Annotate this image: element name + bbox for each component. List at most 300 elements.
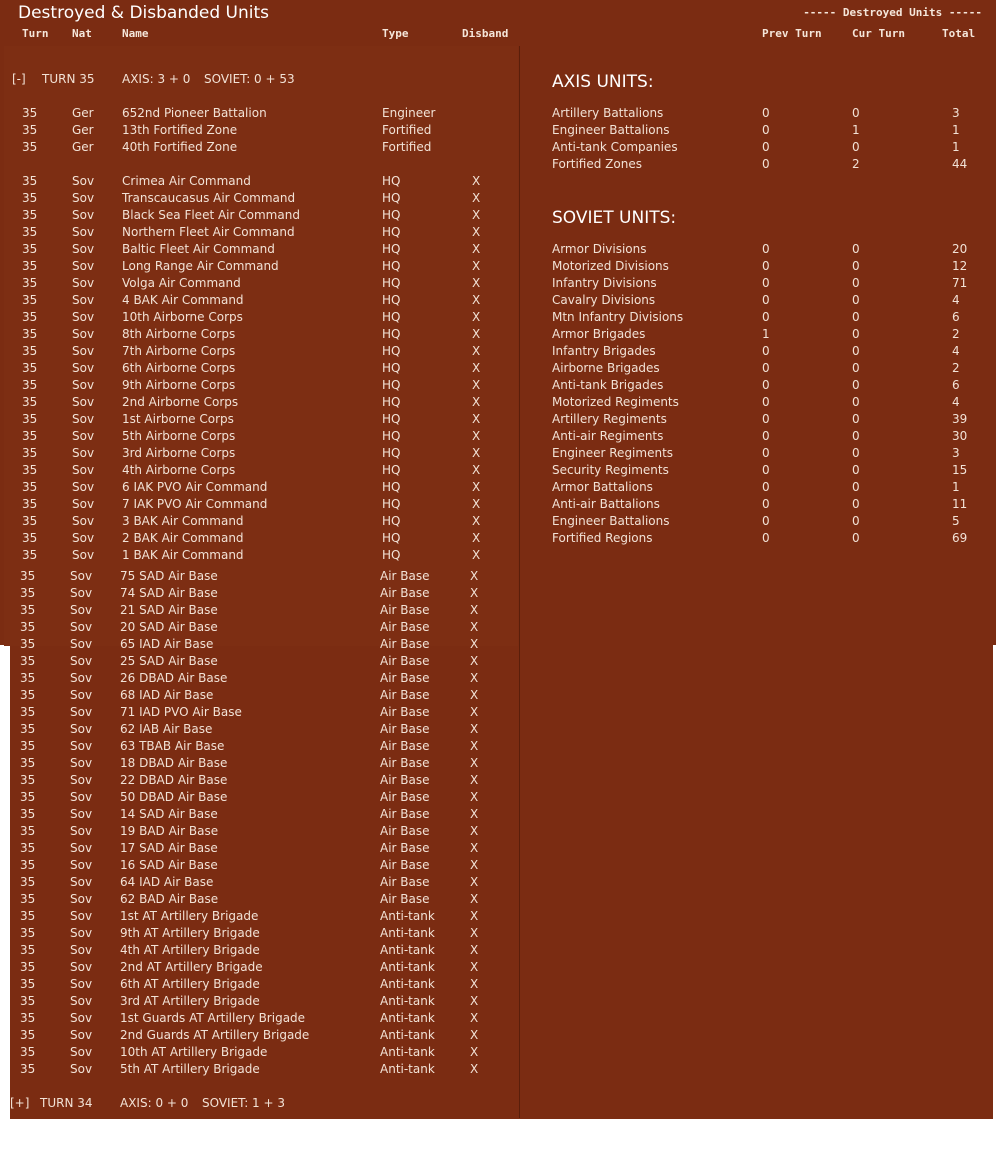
cell-turn: 35 [22, 412, 38, 426]
cell-turn: 35 [22, 497, 38, 511]
cell-nat: Sov [72, 344, 95, 358]
cell-disband: X [470, 841, 479, 855]
cell-type: Air Base [380, 858, 430, 872]
summary-label: Airborne Brigades [552, 361, 660, 375]
summary-cur: 0 [852, 242, 860, 256]
summary-label: Anti-air Regiments [552, 429, 664, 443]
cell-nat: Sov [70, 824, 93, 838]
summary-cur: 0 [852, 463, 860, 477]
cell-nat: Sov [72, 446, 95, 460]
summary-label: Anti-tank Companies [552, 140, 678, 154]
summary-prev: 0 [762, 463, 770, 477]
cell-nat: Sov [72, 395, 95, 409]
cell-name: Black Sea Fleet Air Command [122, 208, 300, 222]
cell-disband: X [472, 548, 481, 562]
cell-turn: 35 [22, 548, 38, 562]
summary-label: Mtn Infantry Divisions [552, 310, 684, 324]
cell-turn: 35 [22, 225, 38, 239]
summary-cur: 0 [852, 276, 860, 290]
cell-disband: X [472, 395, 481, 409]
cell-disband: X [472, 361, 481, 375]
cell-type: Air Base [380, 705, 430, 719]
window-title: Destroyed & Disbanded Units [18, 3, 270, 23]
cell-turn: 35 [22, 123, 38, 137]
cell-nat: Sov [72, 497, 95, 511]
cell-disband: X [470, 824, 479, 838]
cell-turn: 35 [20, 1045, 36, 1059]
cell-nat: Sov [72, 276, 95, 290]
cell-disband: X [470, 943, 479, 957]
cell-turn: 35 [20, 586, 36, 600]
cell-type: HQ [382, 378, 401, 392]
summary-cur: 0 [852, 140, 860, 154]
turn34-axis-count: AXIS: 0 + 0 [120, 1096, 189, 1110]
cell-turn: 35 [20, 943, 36, 957]
cell-nat: Ger [72, 140, 94, 154]
cell-turn: 35 [20, 960, 36, 974]
cell-turn: 35 [20, 824, 36, 838]
summary-cur: 2 [852, 157, 860, 171]
cell-type: HQ [382, 191, 401, 205]
cell-disband: X [472, 514, 481, 528]
cell-name: 1 BAK Air Command [122, 548, 244, 562]
summary-prev: 0 [762, 344, 770, 358]
cell-turn: 35 [20, 1011, 36, 1025]
summary-prev: 0 [762, 310, 770, 324]
cell-turn: 35 [20, 722, 36, 736]
cell-name: 1st Airborne Corps [122, 412, 234, 426]
cell-name: 3rd AT Artillery Brigade [120, 994, 260, 1008]
cell-name: 9th Airborne Corps [122, 378, 236, 392]
cell-name: 9th AT Artillery Brigade [120, 926, 260, 940]
cell-nat: Sov [70, 960, 93, 974]
cell-disband: X [472, 276, 481, 290]
cell-name: Crimea Air Command [122, 174, 251, 188]
summary-prev: 0 [762, 259, 770, 273]
cell-type: Air Base [380, 841, 430, 855]
cell-nat: Sov [72, 378, 95, 392]
cell-turn: 35 [20, 892, 36, 906]
cell-disband: X [472, 174, 481, 188]
cell-nat: Sov [70, 603, 93, 617]
summary-prev: 0 [762, 412, 770, 426]
cell-disband: X [470, 1062, 479, 1076]
summary-label: Infantry Brigades [552, 344, 656, 358]
summary-cur: 0 [852, 378, 860, 392]
cell-type: Air Base [380, 756, 430, 770]
cell-disband: X [470, 875, 479, 889]
cell-type: HQ [382, 310, 401, 324]
cell-name: 2nd AT Artillery Brigade [120, 960, 263, 974]
cell-name: 4 BAK Air Command [122, 293, 244, 307]
cell-name: 8th Airborne Corps [122, 327, 236, 341]
cell-type: HQ [382, 463, 401, 477]
cell-name: 3rd Airborne Corps [122, 446, 236, 460]
summary-cur: 0 [852, 344, 860, 358]
cell-turn: 35 [22, 531, 38, 545]
cell-type: Air Base [380, 875, 430, 889]
cell-disband: X [472, 497, 481, 511]
cell-disband: X [472, 378, 481, 392]
col-header-type[interactable]: Type [382, 27, 409, 40]
cell-turn: 35 [20, 1062, 36, 1076]
cell-name: 10th Airborne Corps [122, 310, 243, 324]
summary-cur: 0 [852, 106, 860, 120]
cell-disband: X [472, 344, 481, 358]
cell-type: HQ [382, 174, 401, 188]
summary-cur: 1 [852, 123, 860, 137]
cell-turn: 35 [22, 429, 38, 443]
axis-units-title: AXIS UNITS: [552, 72, 654, 92]
summary-cur: 0 [852, 531, 860, 545]
cell-type: Anti-tank [380, 926, 435, 940]
cell-nat: Sov [70, 1045, 93, 1059]
cell-name: Northern Fleet Air Command [122, 225, 295, 239]
col-header-name[interactable]: Name [122, 27, 149, 40]
summary-cur: 0 [852, 514, 860, 528]
summary-prev: 0 [762, 395, 770, 409]
summary-label: Engineer Regiments [552, 446, 674, 460]
cell-turn: 35 [22, 208, 38, 222]
cell-nat: Sov [70, 790, 93, 804]
summary-cur: 0 [852, 293, 860, 307]
summary-prev: 0 [762, 361, 770, 375]
cell-disband: X [472, 446, 481, 460]
cell-turn: 35 [20, 841, 36, 855]
cell-disband: X [470, 620, 479, 634]
cell-disband: X [472, 293, 481, 307]
cell-disband: X [470, 807, 479, 821]
cell-nat: Sov [70, 1062, 93, 1076]
cell-turn: 35 [22, 514, 38, 528]
cell-disband: X [470, 671, 479, 685]
summary-prev: 0 [762, 531, 770, 545]
cell-type: Engineer [382, 106, 436, 120]
col-header-cur-turn: Cur Turn [852, 27, 905, 40]
summary-total: 2 [952, 327, 960, 341]
cell-turn: 35 [22, 310, 38, 324]
cell-type: Anti-tank [380, 960, 435, 974]
summary-label: Armor Battalions [552, 480, 653, 494]
cell-name: 7th Airborne Corps [122, 344, 236, 358]
cell-turn: 35 [20, 569, 36, 583]
cell-name: Volga Air Command [122, 276, 241, 290]
cell-nat: Sov [70, 909, 93, 923]
cell-name: 1st AT Artillery Brigade [120, 909, 259, 923]
cell-type: Anti-tank [380, 977, 435, 991]
cell-nat: Sov [72, 327, 95, 341]
summary-total: 4 [952, 344, 960, 358]
summary-label: Armor Divisions [552, 242, 647, 256]
cell-name: 22 DBAD Air Base [120, 773, 228, 787]
cell-type: Air Base [380, 620, 430, 634]
cell-disband: X [472, 429, 481, 443]
summary-label: Anti-air Battalions [552, 497, 660, 511]
cell-type: HQ [382, 480, 401, 494]
cell-disband: X [472, 242, 481, 256]
cell-nat: Sov [72, 463, 95, 477]
summary-total: 3 [952, 446, 960, 460]
cell-disband: X [472, 463, 481, 477]
cell-nat: Sov [70, 807, 93, 821]
cell-nat: Sov [72, 310, 95, 324]
summary-total: 12 [952, 259, 968, 273]
cell-name: 14 SAD Air Base [120, 807, 218, 821]
cell-turn: 35 [22, 293, 38, 307]
col-header-turn[interactable]: Turn [22, 27, 49, 40]
cell-nat: Sov [72, 480, 95, 494]
cell-type: Fortified [382, 123, 432, 137]
summary-label: Fortified Zones [552, 157, 642, 171]
summary-total: 30 [952, 429, 968, 443]
cell-name: 68 IAD Air Base [120, 688, 214, 702]
cell-nat: Sov [70, 569, 93, 583]
cell-name: 4th Airborne Corps [122, 463, 236, 477]
cell-name: 3 BAK Air Command [122, 514, 244, 528]
cell-disband: X [470, 790, 479, 804]
cell-nat: Sov [70, 994, 93, 1008]
summary-total: 15 [952, 463, 968, 477]
summary-total: 11 [952, 497, 968, 511]
cell-turn: 35 [20, 807, 36, 821]
cell-type: HQ [382, 276, 401, 290]
cell-disband: X [470, 858, 479, 872]
cell-disband: X [472, 310, 481, 324]
summary-cur: 0 [852, 412, 860, 426]
cell-nat: Sov [70, 1011, 93, 1025]
cell-nat: Sov [72, 225, 95, 239]
summary-label: Armor Brigades [552, 327, 646, 341]
summary-total: 20 [952, 242, 968, 256]
cell-name: 26 DBAD Air Base [120, 671, 228, 685]
destroyed-units-header: ----- Destroyed Units ----- [803, 6, 982, 19]
cell-name: 2 BAK Air Command [122, 531, 244, 545]
cell-nat: Sov [72, 174, 95, 188]
cell-disband: X [472, 327, 481, 341]
cell-nat: Ger [72, 123, 94, 137]
cell-turn: 35 [20, 875, 36, 889]
cell-turn: 35 [22, 259, 38, 273]
summary-label: Security Regiments [552, 463, 669, 477]
summary-total: 5 [952, 514, 960, 528]
summary-total: 39 [952, 412, 968, 426]
summary-total: 1 [952, 123, 960, 137]
summary-prev: 0 [762, 378, 770, 392]
cell-type: Air Base [380, 722, 430, 736]
cell-name: 50 DBAD Air Base [120, 790, 228, 804]
cell-nat: Sov [70, 756, 93, 770]
turn35-axis-count: AXIS: 3 + 0 [122, 72, 191, 86]
cell-type: HQ [382, 446, 401, 460]
cell-name: 18 DBAD Air Base [120, 756, 228, 770]
cell-name: 5th Airborne Corps [122, 429, 236, 443]
cell-nat: Sov [70, 943, 93, 957]
cell-name: 64 IAD Air Base [120, 875, 214, 889]
cell-disband: X [470, 960, 479, 974]
cell-type: Air Base [380, 586, 430, 600]
cell-nat: Sov [72, 242, 95, 256]
cell-disband: X [472, 208, 481, 222]
cell-nat: Sov [72, 361, 95, 375]
cell-type: Air Base [380, 790, 430, 804]
cell-type: Air Base [380, 824, 430, 838]
cell-type: Air Base [380, 637, 430, 651]
summary-total: 71 [952, 276, 968, 290]
summary-prev: 0 [762, 293, 770, 307]
cell-nat: Sov [70, 977, 93, 991]
cell-turn: 35 [20, 671, 36, 685]
cell-name: 71 IAD PVO Air Base [120, 705, 242, 719]
cell-nat: Sov [70, 892, 93, 906]
cell-turn: 35 [22, 378, 38, 392]
cell-name: 10th AT Artillery Brigade [120, 1045, 268, 1059]
cell-type: Anti-tank [380, 994, 435, 1008]
cell-turn: 35 [22, 140, 38, 154]
turn34-toggle[interactable]: [+] [10, 1096, 30, 1110]
cell-nat: Sov [72, 514, 95, 528]
cell-name: 6th AT Artillery Brigade [120, 977, 260, 991]
cell-nat: Sov [70, 875, 93, 889]
cell-nat: Sov [72, 531, 95, 545]
cell-disband: X [472, 259, 481, 273]
cell-name: 17 SAD Air Base [120, 841, 218, 855]
summary-total: 4 [952, 293, 960, 307]
cell-disband: X [472, 412, 481, 426]
cell-type: Air Base [380, 892, 430, 906]
cell-nat: Sov [70, 739, 93, 753]
turn35-soviet-count: SOVIET: 0 + 53 [204, 72, 295, 86]
cell-type: HQ [382, 225, 401, 239]
summary-total: 1 [952, 140, 960, 154]
cell-name: 65 IAD Air Base [120, 637, 214, 651]
col-header-nat[interactable]: Nat [72, 27, 92, 40]
cell-name: 21 SAD Air Base [120, 603, 218, 617]
cell-type: Air Base [380, 671, 430, 685]
cell-name: 63 TBAB Air Base [120, 739, 225, 753]
cell-turn: 35 [20, 1028, 36, 1042]
cell-type: HQ [382, 429, 401, 443]
cell-turn: 35 [20, 603, 36, 617]
cell-type: Air Base [380, 569, 430, 583]
summary-prev: 0 [762, 497, 770, 511]
summary-prev: 0 [762, 276, 770, 290]
summary-label: Artillery Battalions [552, 106, 664, 120]
cell-type: HQ [382, 327, 401, 341]
summary-prev: 0 [762, 106, 770, 120]
cell-nat: Sov [70, 671, 93, 685]
cell-name: 2nd Airborne Corps [122, 395, 239, 409]
cell-type: Air Base [380, 773, 430, 787]
cell-disband: X [470, 586, 479, 600]
cell-name: 4th AT Artillery Brigade [120, 943, 260, 957]
col-header-disband[interactable]: Disband [462, 27, 509, 40]
cell-type: HQ [382, 497, 401, 511]
cell-disband: X [472, 531, 481, 545]
cell-turn: 35 [20, 773, 36, 787]
cell-turn: 35 [22, 242, 38, 256]
summary-total: 3 [952, 106, 960, 120]
cell-nat: Sov [70, 773, 93, 787]
cell-name: Baltic Fleet Air Command [122, 242, 275, 256]
cell-name: 7 IAK PVO Air Command [122, 497, 268, 511]
summary-cur: 0 [852, 259, 860, 273]
summary-label: Artillery Regiments [552, 412, 667, 426]
cell-type: HQ [382, 395, 401, 409]
cell-disband: X [470, 909, 479, 923]
summary-cur: 0 [852, 497, 860, 511]
cell-turn: 35 [22, 327, 38, 341]
summary-label: Anti-tank Brigades [552, 378, 664, 392]
cell-turn: 35 [20, 756, 36, 770]
cell-disband: X [470, 569, 479, 583]
summary-total: 44 [952, 157, 968, 171]
cell-nat: Sov [72, 259, 95, 273]
cell-disband: X [470, 739, 479, 753]
cell-turn: 35 [20, 858, 36, 872]
cell-name: 75 SAD Air Base [120, 569, 218, 583]
cell-disband: X [470, 892, 479, 906]
cell-name: 2nd Guards AT Artillery Brigade [120, 1028, 310, 1042]
cell-turn: 35 [20, 688, 36, 702]
summary-total: 69 [952, 531, 968, 545]
cell-turn: 35 [20, 739, 36, 753]
cell-turn: 35 [20, 926, 36, 940]
summary-prev: 0 [762, 123, 770, 137]
turn34-label: TURN 34 [40, 1096, 93, 1110]
summary-prev: 0 [762, 480, 770, 494]
summary-prev: 0 [762, 140, 770, 154]
cell-name: 62 BAD Air Base [120, 892, 219, 906]
cell-turn: 35 [20, 790, 36, 804]
cell-name: 13th Fortified Zone [122, 123, 238, 137]
cell-turn: 35 [22, 174, 38, 188]
cell-nat: Sov [72, 293, 95, 307]
cell-nat: Sov [70, 841, 93, 855]
summary-label: Engineer Battalions [552, 123, 670, 137]
cell-turn: 35 [22, 106, 38, 120]
cell-type: Air Base [380, 807, 430, 821]
cell-type: Air Base [380, 739, 430, 753]
cell-nat: Sov [70, 688, 93, 702]
cell-name: 652nd Pioneer Battalion [122, 106, 267, 120]
summary-label: Cavalry Divisions [552, 293, 656, 307]
summary-prev: 0 [762, 446, 770, 460]
cell-nat: Sov [72, 412, 95, 426]
cell-type: Anti-tank [380, 943, 435, 957]
cell-turn: 35 [22, 361, 38, 375]
summary-prev: 1 [762, 327, 770, 341]
cell-turn: 35 [20, 620, 36, 634]
cell-disband: X [470, 722, 479, 736]
cell-name: 20 SAD Air Base [120, 620, 218, 634]
cell-type: HQ [382, 293, 401, 307]
summary-prev: 0 [762, 242, 770, 256]
cell-nat: Sov [70, 637, 93, 651]
cell-nat: Sov [70, 926, 93, 940]
cell-turn: 35 [20, 705, 36, 719]
cell-nat: Sov [72, 208, 95, 222]
turn34-soviet-count: SOVIET: 1 + 3 [202, 1096, 286, 1110]
cell-type: Anti-tank [380, 1062, 435, 1076]
cell-turn: 35 [22, 276, 38, 290]
cell-turn: 35 [20, 977, 36, 991]
turn35-toggle[interactable]: [-] [12, 72, 26, 86]
cell-disband: X [470, 977, 479, 991]
cell-disband: X [470, 994, 479, 1008]
cell-type: Fortified [382, 140, 432, 154]
cell-type: HQ [382, 548, 401, 562]
cell-nat: Ger [72, 106, 94, 120]
